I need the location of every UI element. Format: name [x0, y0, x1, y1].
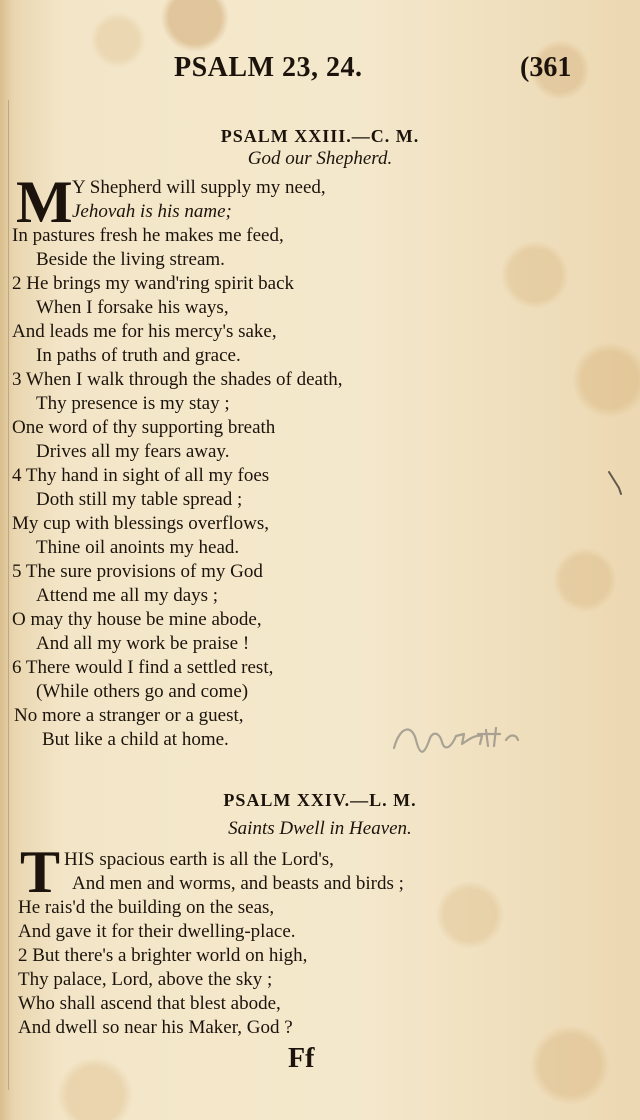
verse-line: Y Shepherd will supply my need,: [72, 177, 326, 198]
verse-line: My cup with blessings overflows,: [12, 513, 270, 534]
verse-line: Thine oil anoints my head.: [36, 537, 240, 558]
verse-line: HIS spacious earth is all the Lord's,: [64, 849, 334, 870]
stray-ink-mark: [606, 470, 624, 496]
verse-line: One word of thy supporting breath: [12, 417, 276, 438]
page-edge-shadow: [8, 100, 9, 1090]
verse-line: O may thy house be mine abode,: [12, 609, 262, 630]
verse-line: And gave it for their dwelling-place.: [18, 921, 296, 942]
verse-line: Beside the living stream.: [36, 249, 225, 270]
verse-line: In paths of truth and grace.: [36, 345, 241, 366]
psalm-24-drop-cap: T: [20, 839, 61, 905]
verse-line: In pastures fresh he makes me feed,: [12, 225, 284, 246]
verse-line: (While others go and come): [36, 681, 249, 702]
verse-line: He rais'd the building on the seas,: [18, 897, 275, 918]
verse-line: And all my work be praise !: [36, 633, 250, 654]
verse-line: Who shall ascend that blest abode,: [18, 993, 281, 1014]
page-number: (361: [520, 52, 572, 83]
running-title: PSALM 23, 24.: [174, 52, 363, 83]
psalm-23-drop-cap: M: [16, 169, 73, 235]
verse-line: But like a child at home.: [42, 729, 229, 750]
verse-line: 2 But there's a brighter world on high,: [18, 945, 308, 966]
verse-line: 5 The sure provisions of my God: [12, 561, 263, 582]
verse-line: Thy palace, Lord, above the sky ;: [18, 969, 273, 990]
verse-line: Thy presence is my stay ;: [36, 393, 230, 414]
verse-line: Jehovah is his name;: [72, 201, 232, 222]
printer-signature-mark: Ff: [288, 1043, 315, 1074]
psalm-23-heading: PSALM XXIII.—C. M.: [220, 126, 420, 146]
verse-line: Drives all my fears away.: [36, 441, 230, 462]
verse-line: And leads me for his mercy's sake,: [12, 321, 277, 342]
psalm-24-heading: PSALM XXIV.—L. M.: [223, 790, 417, 810]
verse-line: And men and worms, and beasts and birds ;: [72, 873, 404, 894]
psalm-23-subtitle: God our Shepherd.: [247, 148, 393, 169]
verse-line: When I forsake his ways,: [36, 297, 229, 318]
running-head: [0, 52, 640, 92]
verse-line: And dwell so near his Maker, God ?: [18, 1017, 293, 1038]
verse-line: 3 When I walk through the shades of death,: [12, 369, 343, 390]
verse-line: 2 He brings my wand'ring spirit back: [12, 273, 295, 294]
handwritten-signature: [390, 716, 530, 762]
verse-line: No more a stranger or a guest,: [14, 705, 244, 726]
psalm-24-subtitle: Saints Dwell in Heaven.: [228, 818, 412, 839]
verse-line: 4 Thy hand in sight of all my foes: [12, 465, 270, 486]
verse-line: Attend me all my days ;: [36, 585, 219, 606]
verse-line: 6 There would I find a settled rest,: [12, 657, 274, 678]
verse-line: Doth still my table spread ;: [36, 489, 243, 510]
